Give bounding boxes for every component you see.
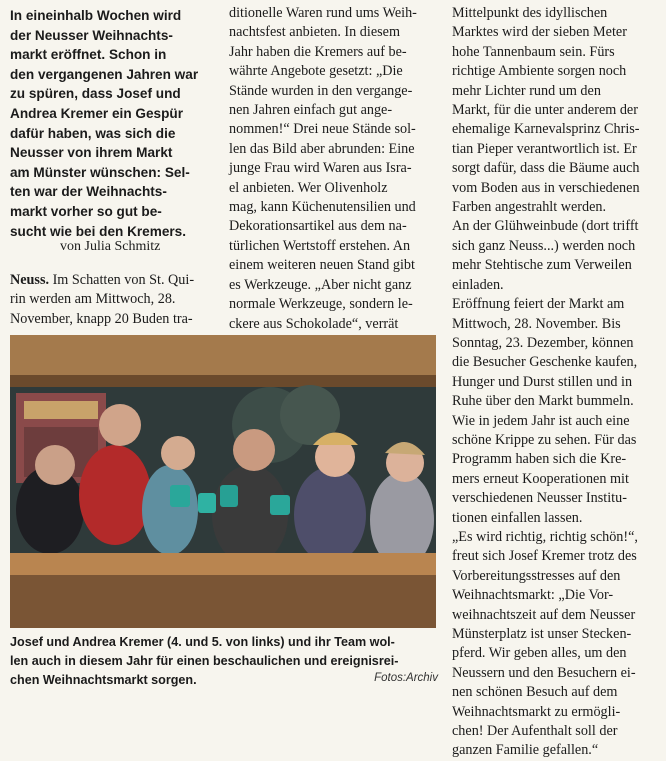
text-line: rin werden am Mittwoch, 28.: [10, 291, 176, 308]
lead-line: sucht wie bei den Kremers.: [10, 223, 187, 239]
text-line: chen! Der Aufenthalt soll der: [452, 723, 618, 740]
text-line: nen schönen Besuch auf dem: [452, 684, 618, 701]
caption-line: chen Weihnachtsmarkt sorgen.: [10, 673, 197, 688]
lead-line: markt eröffnet. Schon in: [10, 47, 167, 63]
text-line: Vorbereitungsstresses auf den: [452, 567, 621, 584]
text-line: Weihnachtsmarkt zu ermögli-: [452, 703, 621, 720]
text-line: normale Werkzeuge, sondern le-: [229, 296, 413, 313]
text-line: sorgt dafür, dass die Bäume auch: [452, 160, 640, 177]
lead-line: ten war der Weihnachts-: [10, 184, 167, 200]
text-line: nachtsfest anbieten. In diesem: [229, 24, 400, 41]
text-line: ehemalige Karnevalsprinz Chris-: [452, 121, 640, 138]
lead-line: Andrea Kremer ein Gespür: [10, 105, 184, 121]
text-line: Münsterplatz ist unser Stecken-: [452, 626, 632, 642]
dateline: Neuss.: [10, 272, 50, 288]
text-line: währte Angebote gesetzt: „Die: [229, 63, 403, 80]
text-line: el anbieten. Wer Olivenholz: [229, 179, 388, 196]
column-3: [452, 4, 662, 761]
lead-line: am Münster wünschen: Sel-: [10, 164, 190, 180]
text-line: junge Frau wird Waren aus Isra-: [229, 160, 412, 177]
photo-illustration: [10, 335, 436, 628]
article-lead: [10, 6, 220, 241]
byline: von Julia Schmitz: [60, 239, 161, 254]
text-line: vom Boden aus in verschiedenen: [452, 179, 640, 196]
lead-line: Neusser von ihrem Markt: [10, 145, 173, 161]
text-line: freut sich Josef Kremer trotz des: [452, 548, 637, 565]
text-line: es Werkzeuge. „Aber nicht ganz: [229, 276, 412, 293]
text-line: schöne Krippe zu sehen. Für das: [452, 431, 637, 448]
text-line: die Besucher Geschenke kaufen,: [452, 354, 638, 371]
text-line: len das Bild aber abrunden: Eine: [229, 140, 415, 157]
text-line: Marktes wird der sieben Meter: [452, 24, 627, 41]
caption-line: Josef und Andrea Kremer (4. und 5. von links) und ihr Team wol-: [10, 635, 395, 649]
text-line: [10, 271, 222, 290]
text-line: Dekorationsartikel aus dem na-: [229, 218, 407, 235]
text-line: Mittwoch, 28. November. Bis: [452, 315, 621, 332]
text-line: mag, kann Küchenutensilien und: [229, 199, 416, 216]
text-line: Hunger und Durst stillen und in: [452, 373, 633, 390]
lead-line: den vergangenen Jahren war: [10, 66, 199, 82]
text-line: Sonntag, 23. Dezember, können: [452, 334, 634, 351]
text-line: weihnachtszeit auf dem Neusser: [452, 606, 636, 623]
caption-line: len auch in diesem Jahr für einen beschaulichen und ereignisrei-: [10, 654, 399, 669]
text-line: mehr Stehtische zum Verweilen: [452, 257, 632, 274]
text-line: Neussern und den Besuchern ei-: [452, 664, 636, 681]
news-photo: [10, 335, 436, 628]
text-line: einem weiteren neuen Stand gibt: [229, 257, 415, 274]
text-line: türlichen Wertstoff erstehen. An: [229, 237, 411, 254]
text-line: Stände wurden in den vergange-: [229, 82, 413, 99]
text-line: tian Pieper verantwortlich ist. Er: [452, 140, 637, 157]
text-line: hohe Tannenbaum sein. Fürs: [452, 43, 615, 60]
lead-line: In eineinhalb Wochen wird: [10, 8, 182, 23]
lead-line: dafür haben, was sich die: [10, 125, 176, 141]
lead-line: zu spüren, dass Josef und: [10, 86, 181, 102]
text-line: pferd. Wir geben alles, um den: [452, 645, 627, 662]
text-line: ganzen Familie gefallen.“: [452, 742, 599, 759]
photo-credit: Fotos:Archiv: [374, 672, 438, 684]
text-line: An der Glühweinbude (dort trifft: [452, 218, 639, 235]
text-line: Jahr haben die Kremers auf be-: [229, 43, 407, 60]
column-2: [229, 4, 441, 353]
text-line: nen Jahren einfach gut ange-: [229, 102, 393, 119]
text-line: mehr Lichter rund um den: [452, 82, 601, 99]
text-line: Wie in jedem Jahr ist auch eine: [452, 412, 630, 429]
lead-line: markt vorher so gut be-: [10, 203, 162, 219]
text-line: nommen!“ Drei neue Stände sol-: [229, 121, 416, 138]
text-line: sich ganz Neuss...) werden noch: [452, 237, 636, 254]
text-line: verschiedenen Neusser Institu-: [452, 490, 627, 507]
text-line: November, knapp 20 Buden tra-: [10, 310, 193, 327]
text-line: richtige Ambiente sorgen noch: [452, 63, 627, 80]
text-line: Farben angestrahlt werden.: [452, 199, 607, 216]
text-line: Markt, für die unter anderem der: [452, 102, 638, 119]
text-line: Mittelpunkt des idyllischen: [452, 5, 608, 21]
text-line: einladen.: [452, 276, 504, 293]
text-line: mers erneut Kooperationen mit: [452, 470, 629, 487]
column-1-body: [10, 271, 222, 329]
text-line: Weihnachtsmarkt: „Die Vor-: [452, 587, 614, 604]
text-line: ditionelle Waren rund ums Weih-: [229, 5, 417, 21]
text-line: tionen einfallen lassen.: [452, 509, 583, 526]
text-line: Programm haben sich die Kre-: [452, 451, 627, 468]
text-line: „Es wird richtig, richtig schön!“,: [452, 528, 638, 545]
text-line: ckere aus Schokolade“, verrät: [229, 315, 399, 332]
text-line: Eröffnung feiert der Markt am: [452, 296, 625, 313]
text-line: Ruhe über den Markt bummeln.: [452, 393, 634, 410]
lead-line: der Neusser Weihnachts-: [10, 27, 173, 43]
text-fragment: Im Schatten von St. Qui-: [49, 272, 195, 288]
